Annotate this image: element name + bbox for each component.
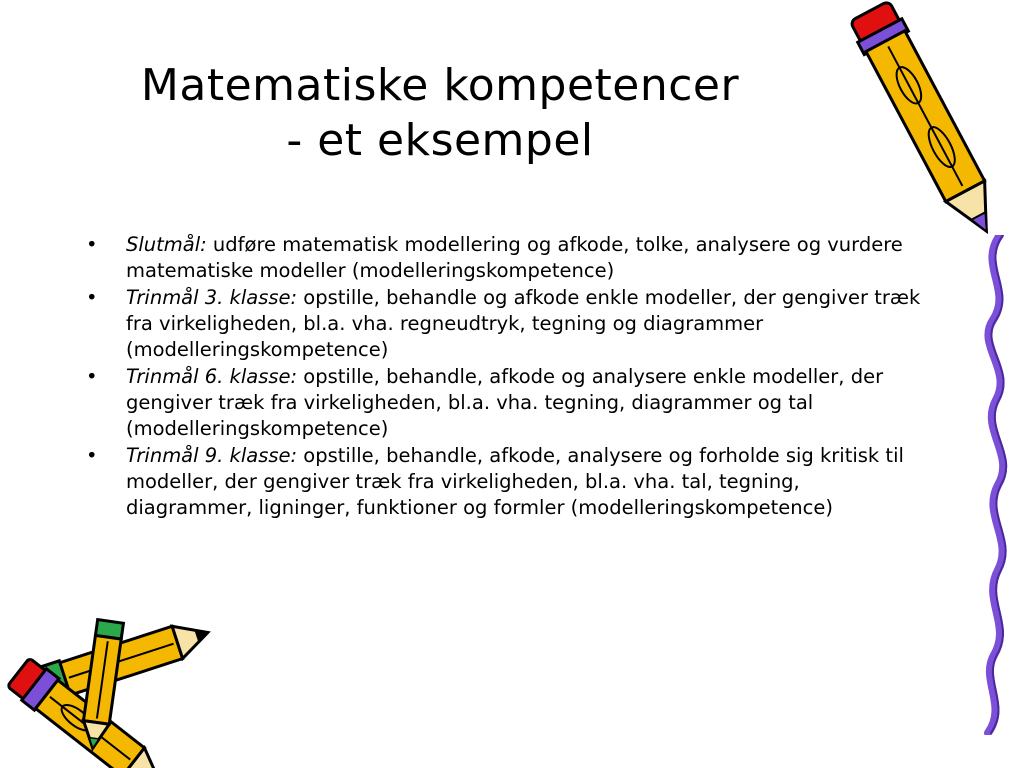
- squiggle-line-icon: [968, 235, 1024, 735]
- bullet-item: [86, 285, 926, 363]
- bullet-lead: Trinmål 9. klasse:: [126, 444, 298, 467]
- bullet-lead: Slutmål:: [126, 233, 207, 256]
- pencil-icon: [0, 600, 220, 768]
- bullet-text: udføre matematisk modellering og afkode, tolke, analysere og vurdere matematiske modeller (modelleringskompetence): [126, 233, 903, 282]
- bullet-item: [86, 364, 926, 442]
- bullet-dot: •: [86, 444, 98, 467]
- bullet-item: [86, 443, 926, 521]
- slide-title-line-2: - et eksempel: [286, 115, 594, 166]
- bullet-dot: •: [86, 233, 98, 256]
- slide-title-line-1: Matematiske kompetencer: [140, 60, 740, 111]
- bullet-text: opstille, behandle, afkode og analysere enkle modeller, der gengiver træk fra virkeligheden, bl.a. vha. tegning, diagrammer og tal (modelleringskompetence): [126, 365, 884, 440]
- bullet-text: opstille, behandle og afkode enkle modeller, der gengiver træk fra virkeligheden, bl.a. vha. regneudtryk, tegning og diagrammer (modelleringskompetence): [126, 286, 921, 361]
- bullet-list: [86, 232, 926, 522]
- bullet-text: opstille, behandle, afkode, analysere og forholde sig kritisk til modeller, der gengiver træk fra virkeligheden, bl.a. vha. tal, tegning, diagrammer, ligninger, funktioner og formler (modelleringskompetence): [126, 444, 904, 519]
- bullet-dot: •: [86, 365, 98, 388]
- bullet-dot: •: [86, 286, 98, 309]
- pencil-icon: [850, 0, 1010, 250]
- bullet-lead: Trinmål 3. klasse:: [126, 286, 298, 309]
- bullet-item: [86, 232, 926, 284]
- bullet-lead: Trinmål 6. klasse:: [126, 365, 298, 388]
- slide-title: [60, 58, 820, 168]
